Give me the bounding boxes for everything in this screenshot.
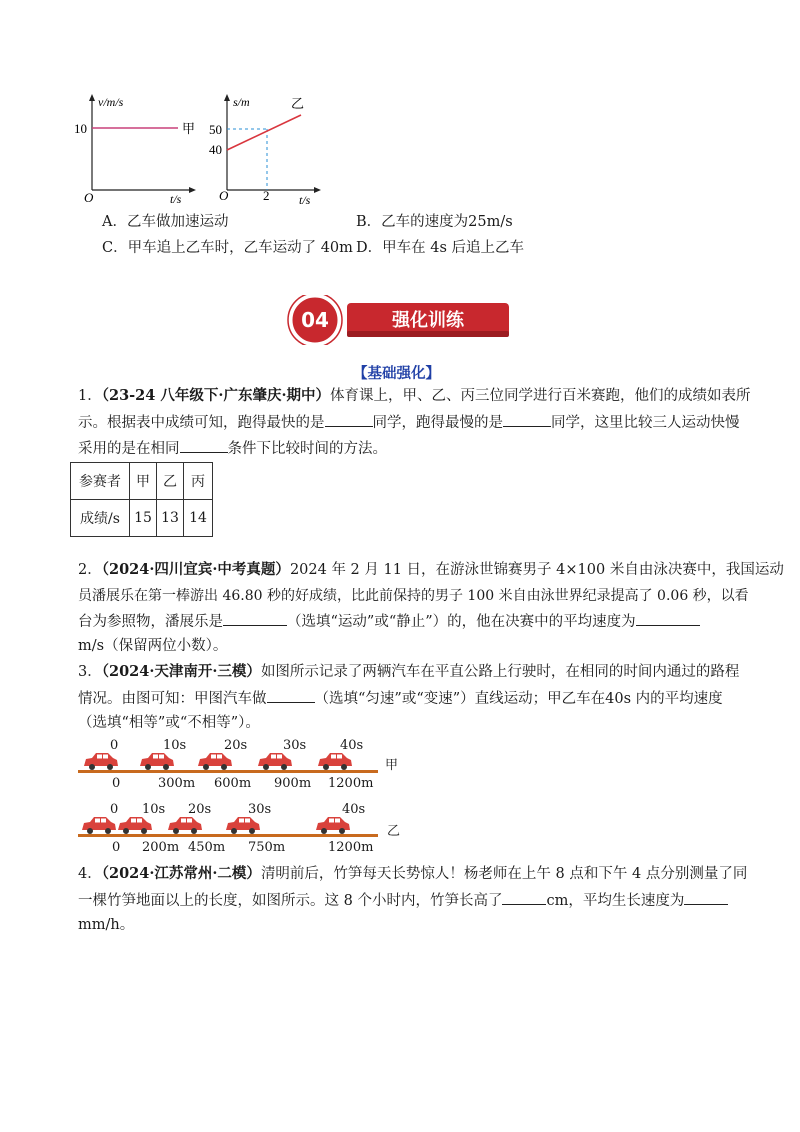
q4-number: 4． [78, 866, 102, 882]
graph-yi-y-label: s/m [233, 95, 250, 109]
q4-blank-1[interactable] [502, 890, 546, 905]
q1-blank-3[interactable] [180, 438, 228, 453]
q3-line3 [78, 713, 260, 733]
q2-number: 2． [78, 562, 102, 578]
graph-jia-x-label: t/s [170, 192, 182, 205]
q1-line3 [78, 438, 387, 459]
car-icon [198, 753, 232, 770]
q1-line1 [78, 386, 751, 406]
q3-yi-label: 乙 [387, 824, 401, 839]
table-header-cell: 甲 [130, 463, 157, 500]
option-a: A．乙车做加速运动 [102, 214, 229, 230]
graph-jia-value-label: 10 [74, 121, 87, 136]
q2-blank-2[interactable] [636, 611, 700, 626]
q1-line2 [78, 412, 740, 433]
table-row [71, 463, 213, 500]
q3-jia-dist-1200: 1200m [328, 776, 374, 791]
table-row [71, 500, 213, 537]
q1-blank-2[interactable] [503, 412, 551, 427]
q1-blank-1[interactable] [325, 412, 373, 427]
q3-yi-cars [78, 812, 378, 838]
car-icon [318, 753, 352, 770]
q3-number: 3． [78, 664, 102, 680]
q1-line3-b: 条件下比较时间的方法。 [227, 441, 387, 457]
q3-line2-b: （选填“匀速”或“变速”）直线运动；甲乙车在40s 内的平均速度 [314, 691, 723, 707]
option-d: D．甲车在 4s 后追上乙车 [356, 240, 525, 256]
q3-figure-yi [78, 800, 418, 862]
q4-line2-a: 一棵竹笋地面以上的长度，如图所示。这 8 个小时内，竹笋长高了 [78, 893, 503, 909]
q3-source: （2024·天津南开·三模） [101, 663, 261, 680]
q3-yi-dist-1200: 1200m [328, 840, 374, 855]
q3-line2 [78, 688, 723, 709]
banner-title: 强化训练 [392, 310, 464, 331]
q1-line2-b: 同学，跑得最慢的是 [372, 415, 503, 431]
graph-yi [205, 90, 335, 208]
car-icon [226, 817, 260, 834]
car-icon [168, 817, 202, 834]
car-icon [316, 817, 350, 834]
q2-line1 [78, 560, 784, 580]
q1-number: 1． [78, 388, 102, 404]
q1-line1-text: 体育课上，甲、乙、丙三位同学进行百米赛跑，他们的成绩如表所 [330, 388, 751, 404]
option-b: B．乙车的速度为25m/s [356, 214, 513, 230]
graph-jia-y-label: v/m/s [98, 95, 124, 109]
table-cell: 成绩/s [71, 500, 130, 537]
q2-blank-1[interactable] [223, 611, 287, 626]
q3-line1-text: 如图所示记录了两辆汽车在平直公路上行驶时，在相同的时间内通过的路程 [260, 664, 740, 680]
q3-yi-dist-750: 750m [248, 840, 286, 855]
table-cell: 14 [184, 500, 213, 537]
q3-figure-jia [78, 736, 418, 796]
q3-yi-dist-0: 0 [112, 840, 121, 855]
q3-line2-a: 情况。由图可知：甲图汽车做 [78, 691, 267, 707]
car-icon [82, 817, 116, 834]
graph-yi-line [227, 115, 301, 150]
q2-line4: m/s（保留两位小数）。 [78, 638, 228, 654]
q4-blank-2[interactable] [684, 890, 728, 905]
q4-line2 [78, 890, 728, 911]
q3-yi-time-20: 20s [188, 802, 212, 817]
q3-yi-time-0: 0 [110, 802, 119, 817]
q3-jia-dist-0: 0 [112, 776, 121, 791]
q3-jia-time-30: 30s [283, 738, 307, 753]
banner-number: 04 [301, 308, 329, 332]
q3-yi-time-40: 40s [342, 802, 366, 817]
graph-yi-x-arrow [314, 187, 321, 193]
q3-yi-dist-200: 200m [142, 840, 180, 855]
q2-line3-b: （选填“运动”或“静止”）的，他在决赛中的平均速度为 [287, 614, 636, 630]
q3-yi-time-10: 10s [142, 802, 166, 817]
q3-blank-1[interactable] [267, 688, 315, 703]
q4-source: （2024·江苏常州·二模） [101, 865, 261, 882]
q1-source: （23-24 八年级下·广东肇庆·期中） [101, 387, 331, 404]
q4-line1 [78, 864, 747, 884]
graph-yi-line-label: 乙 [291, 96, 305, 111]
graph-yi-tick-40: 40 [209, 142, 222, 157]
graph-jia-x-arrow [189, 187, 196, 193]
graph-yi-x-tick: 2 [263, 188, 270, 203]
q2-line3-a: 台为参照物，潘展乐是 [78, 614, 223, 630]
car-icon [84, 753, 118, 770]
q3-jia-dist-300: 300m [158, 776, 196, 791]
table-header-cell: 丙 [184, 463, 213, 500]
q3-jia-cars [78, 748, 378, 774]
graph-yi-y-arrow [224, 94, 230, 101]
q3-jia-dist-900: 900m [274, 776, 312, 791]
graph-jia-origin: O [84, 190, 94, 205]
section-banner [285, 295, 515, 345]
graph-jia-line-label: 甲 [182, 121, 196, 136]
q3-jia-time-10: 10s [163, 738, 187, 753]
graph-yi-x-label: t/s [299, 193, 311, 207]
table-header-cell: 参赛者 [71, 463, 130, 500]
q2-source: （2024·四川宜宾·中考真题） [101, 561, 290, 578]
graph-yi-tick-50: 50 [209, 122, 222, 137]
table-cell: 13 [157, 500, 184, 537]
q2-line2: 员潘展乐在第一棒游出 46.80 秒的好成绩，比此前保持的男子 100 米自由泳世界纪录提高了 0.06 秒，以看 [78, 588, 749, 604]
q3-jia-time-40: 40s [340, 738, 364, 753]
q4-line2-b: cm，平均生长速度为 [546, 893, 685, 909]
q2-line3 [78, 611, 700, 632]
option-c: C．甲车追上乙车时，乙车运动了 40m [102, 240, 353, 256]
road [78, 834, 378, 837]
q1-line2-c: 同学，这里比较三人运动快慢 [551, 415, 740, 431]
q3-line1 [78, 662, 739, 682]
q1-table [70, 462, 213, 537]
q1-line2-a: 示。根据表中成绩可知，跑得最快的是 [78, 415, 325, 431]
car-icon [258, 753, 292, 770]
q3-jia-label: 甲 [385, 758, 399, 773]
table-cell: 15 [130, 500, 157, 537]
q2-line1-text: 2024 年 2 月 11 日，在游泳世锦赛男子 4×100 米自由泳决赛中，我国运动 [289, 562, 784, 578]
q1-line3-a: 采用的是在相同 [78, 441, 180, 457]
graph-jia-y-arrow [89, 94, 95, 101]
graph-jia [70, 90, 210, 205]
q3-line3-text: （选填“相等”或“不相等”）。 [78, 715, 260, 731]
q3-yi-dist-450: 450m [188, 840, 226, 855]
car-icon [118, 817, 152, 834]
q3-jia-time-20: 20s [224, 738, 248, 753]
banner-bar-shadow [347, 331, 509, 337]
car-icon [140, 753, 174, 770]
section-title: 【基础强化】 [353, 365, 440, 382]
q3-yi-time-30: 30s [248, 802, 272, 817]
q3-jia-dist-600: 600m [214, 776, 252, 791]
q4-line1-text: 清明前后，竹笋每天长势惊人！杨老师在上午 8 点和下午 4 点分别测量了同 [260, 866, 748, 882]
table-header-cell: 乙 [157, 463, 184, 500]
road [78, 770, 378, 773]
q3-jia-time-0: 0 [110, 738, 119, 753]
graph-yi-origin: O [219, 188, 229, 203]
q4-line3: mm/h。 [78, 917, 135, 933]
